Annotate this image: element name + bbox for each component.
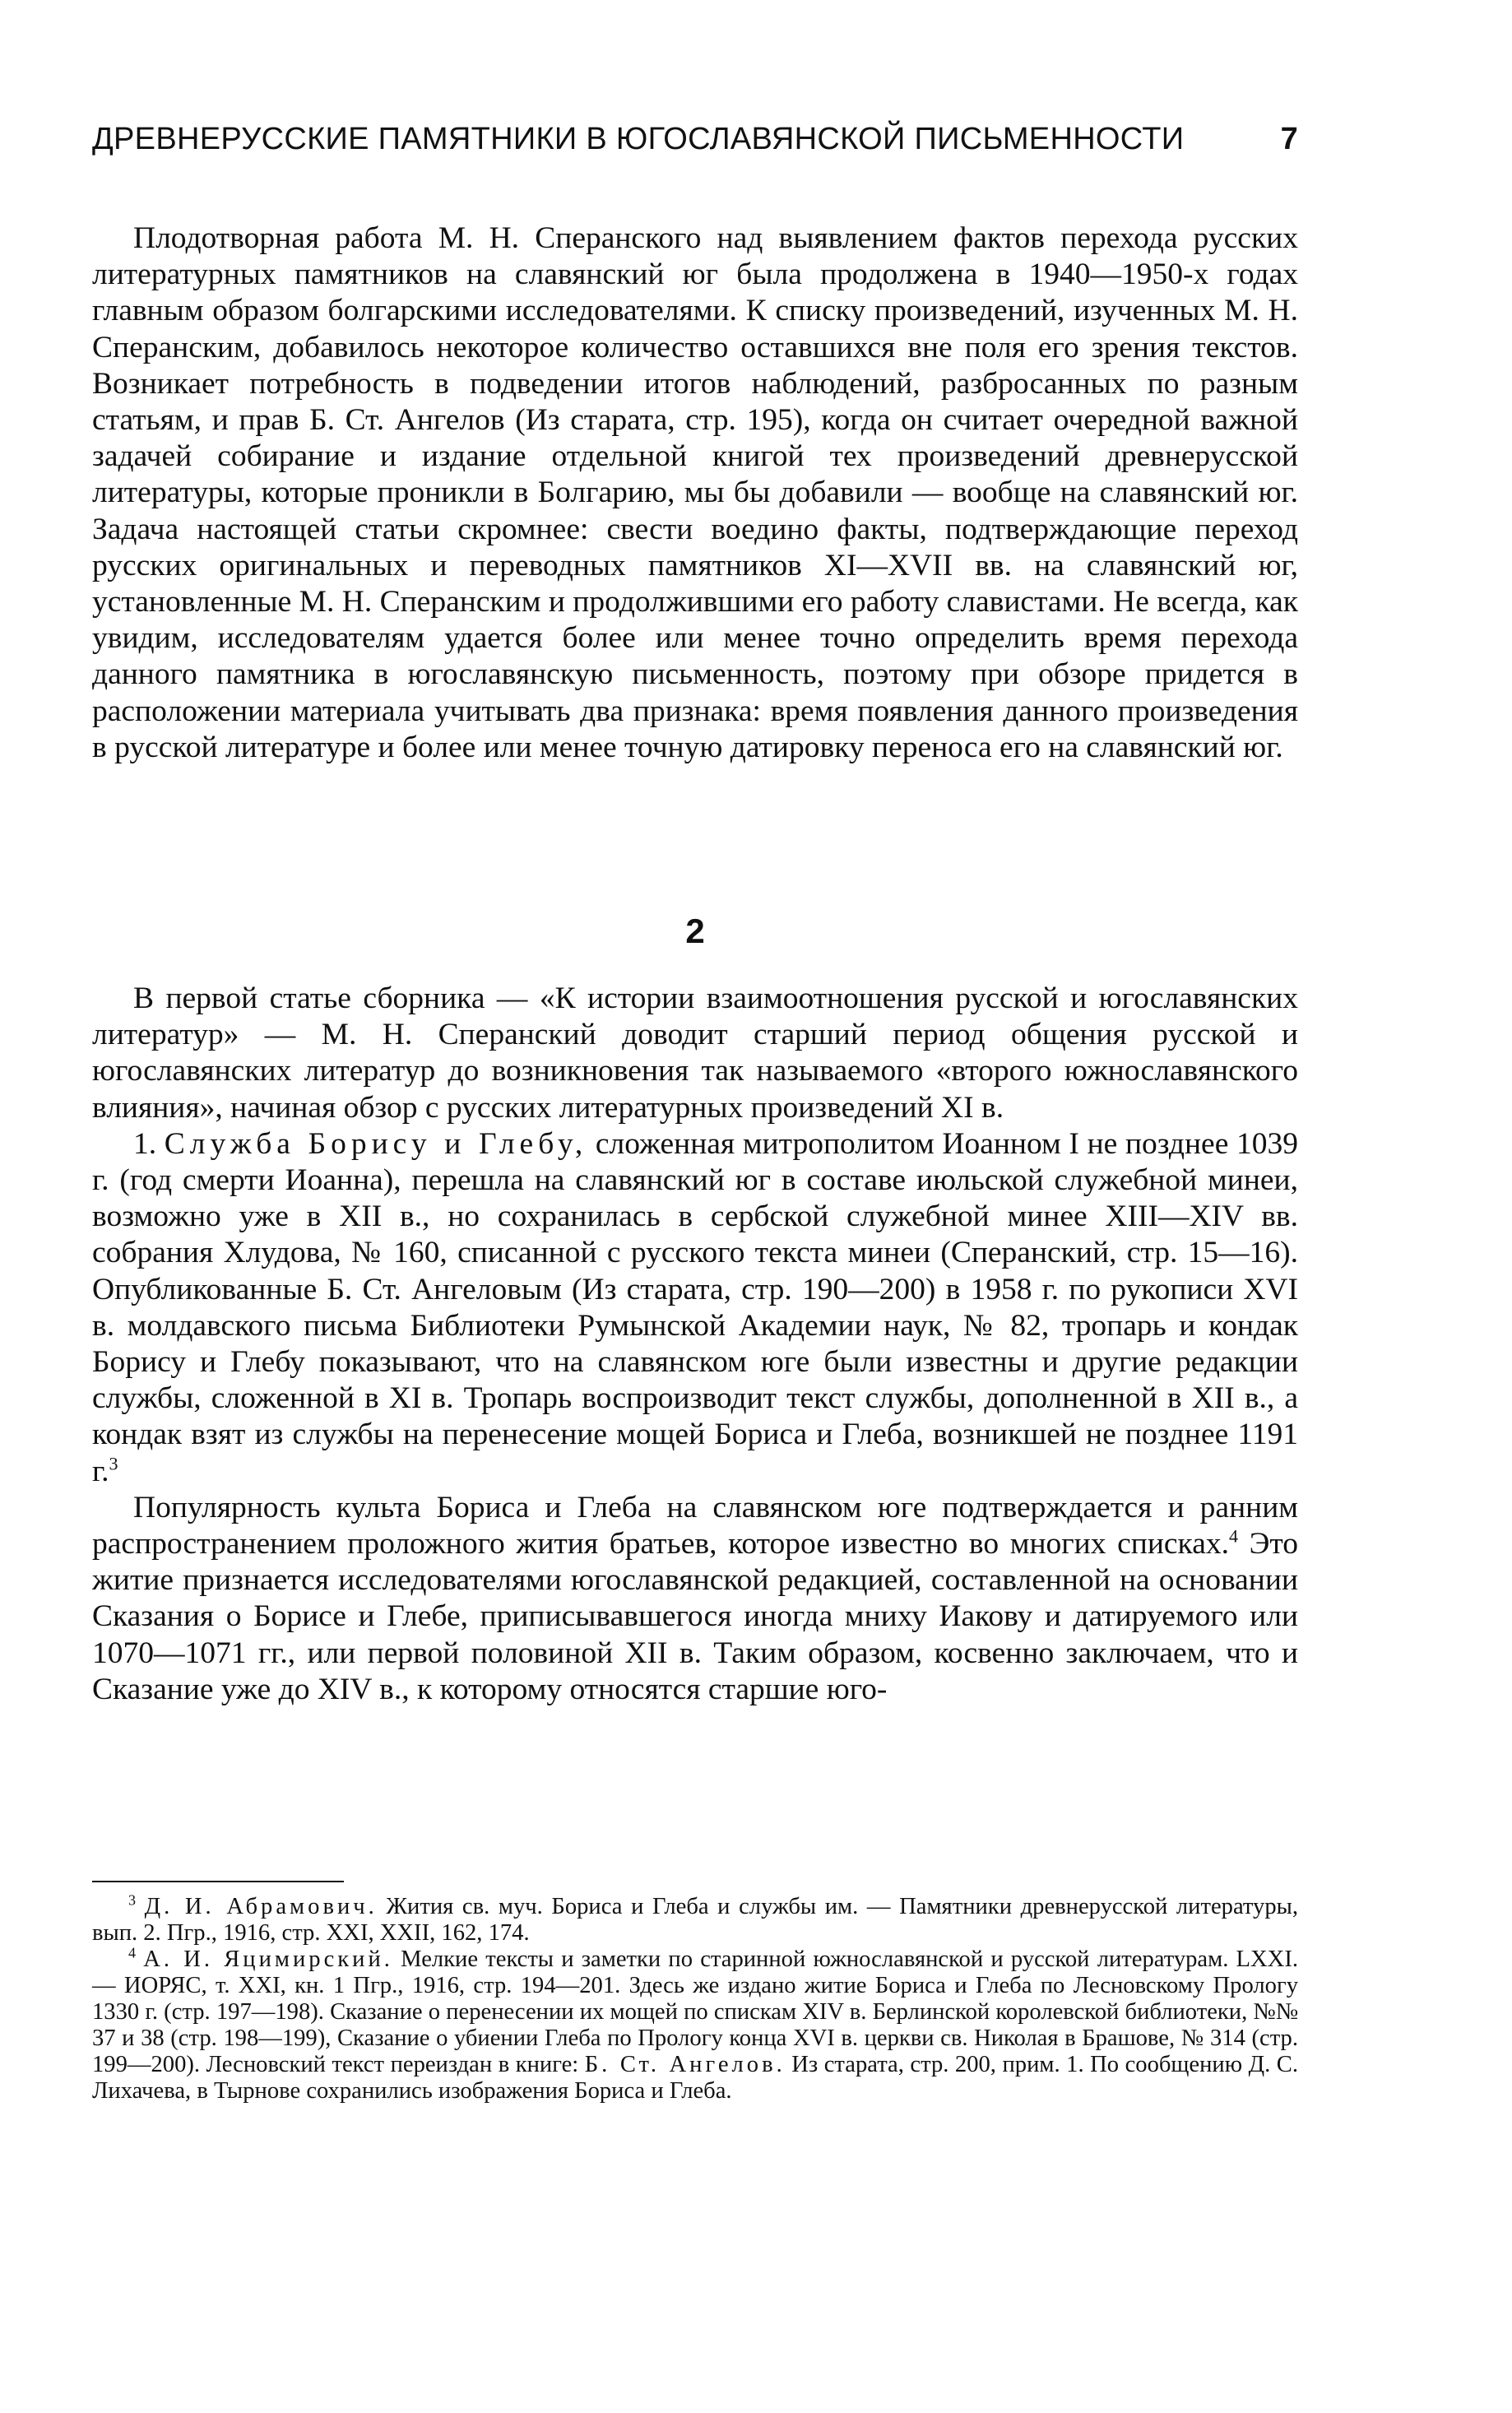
paragraph-entry-1 — [92, 1126, 1298, 1490]
paragraph-text: Популярность культа Бориса и Глеба на славянском юге подтверждается и ранним распространением проложного жития братьев, которое известно во многих списках. — [92, 1490, 1298, 1561]
footnote-author: А. И. Яцимирский. — [143, 1947, 393, 1972]
running-header — [92, 122, 1298, 157]
footnote — [92, 1944, 1299, 2104]
section-number: 2 — [685, 912, 705, 950]
page-number: 7 — [1280, 122, 1298, 156]
footnote-number: 3 — [128, 1891, 136, 1909]
entry-number: 1. — [133, 1126, 157, 1161]
footnote-ref[interactable]: 4 — [1228, 1525, 1238, 1547]
section-2 — [92, 981, 1298, 1708]
running-title: ДРЕВНЕРУССКИЕ ПАМЯТНИКИ В ЮГОСЛАВЯНСКОЙ ПИСЬМЕННОСТИ — [92, 122, 1185, 156]
footnote-text: Жития св. муч. Бориса и Глеба и службы им. — Памятники древнерусской литературы, вып. 2. Пгр., 1916, стр. XXI, XXII, 162, 174. — [92, 1894, 1298, 1946]
paragraph — [92, 1490, 1298, 1708]
entry-title: Служба Борису и Глебу, — [164, 1126, 588, 1161]
paragraph-text: Это житие признается исследователями югославянской редакцией, составленной на основании Сказания о Борисе и Глебе, приписывавшегося иногда мниху Иакову и датируемого или 1070—1071 гг., или первой половиной XII в. Таким образом, косвенно заключаем, что и Сказание уже до XIV в., к которому относятся старшие юго- — [92, 1527, 1298, 1706]
footnote — [92, 1891, 1298, 1947]
footnote-author: Б. Ст. Ангелов. — [584, 2052, 786, 2077]
entry-text: сложенная митрополитом Иоанном I не позднее 1039 г. (год смерти Иоанна), перешла на славянский юг в составе июльской служебной минеи, возможно уже в XII в., но сохранилась в сербской служебной минее XIII—XIV вв. собрания Хлудова, № 160, списанной с русского текста минеи (Сперанский, стр. 15—16). Опубликованные Б. Ст. Ангеловым (Из старата, стр. 190—200) в 1958 г. по рукописи XVI в. молдавского письма Библиотеки Румынской Академии наук, № 82, тропарь и кондак Борису и Глебу показывают, что на славянском юге были известны и другие редакции службы, сложенной в XI в. Тропарь воспроизводит текст службы, дополненной в XII в., а кондак взят из службы на перенесение мощей Бориса и Глеба, возникшей не позднее 1191 г. — [92, 1126, 1299, 1488]
footnote-author: Д. И. Абрамович. — [144, 1894, 378, 1919]
footnote-text: Из старата, стр. 200, прим. 1. По сообщению Д. С. Лихачева, в Тырнове сохранились изображения Бориса и Глеба. — [92, 2052, 1299, 2104]
paragraph: Плодотворная работа М. Н. Сперанского над выявлением фактов перехода русских литературных памятников на славянский юг была продолжена в 1940—1950-х годах главным образом болгарскими исследователями. К списку произведений, изученных М. Н. Сперанским, добавилось некоторое количество оставшихся вне поля его зрения текстов. Возникает потребность в подведении итогов наблюдений, разбросанных по разным статьям, и прав Б. Ст. Ангелов (Из старата, стр. 195), когда он считает очередной важной задачей собирание и издание отдельной книгой тех произведений древнерусской литературы, которые проникли в Болгарию, мы бы добавили — вообще на славянский юг. Задача настоящей статьи скромнее: свести воедино факты, подтверждающие переход русских оригинальных и переводных памятников XI—XVII вв. на славянский юг, установленные М. Н. Сперанским и продолжившими его работу славистами. Не всегда, как увидим, исследователям удается более или менее точно определить время перехода данного памятника в югославянскую письменность, поэтому при обзоре придется в расположении материала учитывать два признака: время появления данного произведения в русской литературе и более или менее точную датировку переноса его на славянский юг. — [92, 221, 1298, 764]
footnotes — [92, 1891, 1299, 2104]
footnote-divider — [92, 1881, 344, 1882]
paragraph: В первой статье сборника — «К истории взаимоотношения русской и югославянских литератур» — М. Н. Сперанский доводит старший период общения русской и югославянских литератур до возникновения так называемого «второго южнославянского влияния», начиная обзор с русских литературных произведений XI в. — [92, 981, 1298, 1125]
footnote-text: Мелкие тексты и заметки по старинной южнославянской и русской литературам. LXXI. — ИОРЯС, т. XXI, кн. 1 Пгр., 1916, стр. 194—201. Здесь же издано житие Бориса и Глеба по Лесновскому Прологу 1330 г. (стр. 197—198). Сказание о перенесении их мощей по спискам XIV в. Берлинской королевской библиотеки, №№ 37 и 38 (стр. 198—199), Сказание о убиении Глеба по Прологу конца XVI в. церкви св. Николая в Брашове, № 314 (стр. 199—200). Лесновский текст переиздан в книге: — [92, 1947, 1298, 2077]
footnote-ref[interactable]: 3 — [109, 1453, 118, 1474]
footnote-number: 4 — [128, 1944, 136, 1961]
section-1 — [92, 220, 1298, 766]
